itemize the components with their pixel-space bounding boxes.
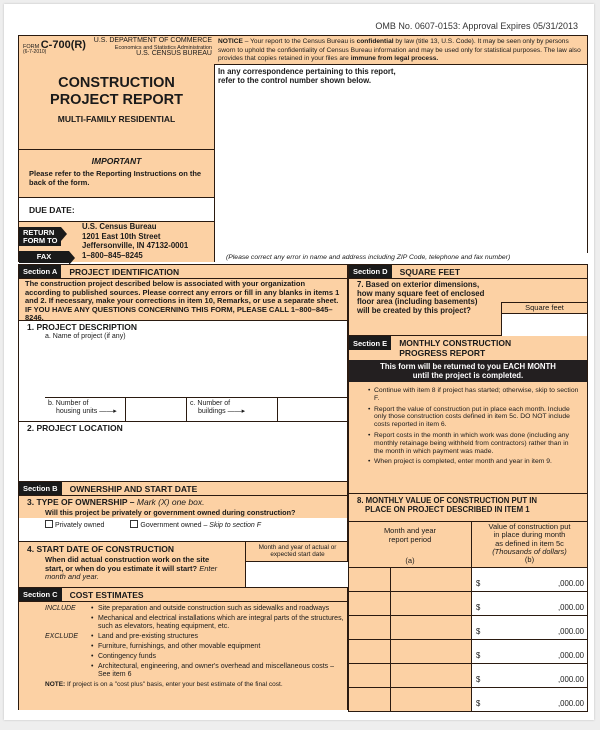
form-page [4, 4, 594, 720]
column-b-header: Value of construction put in place during month as defined in item 5c (Thousands of dollars) (b) [488, 522, 571, 565]
square-feet-input[interactable] [502, 314, 587, 336]
privately-owned-option[interactable]: Privately owned [45, 520, 104, 540]
year-input[interactable] [391, 688, 472, 711]
arrow-right-icon: ——▸ [99, 407, 117, 415]
item4-heading: 4. START DATE OF CONSTRUCTION [27, 544, 175, 554]
section-a [18, 264, 348, 320]
year-input[interactable] [391, 640, 472, 663]
value-input[interactable]: $ ,000.00 [472, 592, 587, 615]
include-item: • Mechanical and electrical installations which are integral parts of the structures, such as elevators, heating equipment, etc. [91, 615, 347, 631]
instruction-item: • Continue with item 8 if project has started; otherwise, skip to section F. [369, 387, 579, 403]
value-input[interactable]: $ ,000.00 [472, 664, 587, 687]
table-row [349, 567, 587, 591]
table-row [349, 591, 587, 615]
project-description [18, 320, 348, 421]
form-identification [18, 35, 215, 150]
confidentiality-notice: NOTICE – Your report to the Census Bureau is confidential by law (title 13, U.S. Code). It may be seen only by persons sworn to uphold the confidentiality of Census Bureau information and may be used only for statistical purposes. The law also provides that copies retained in your files are immune from legal process. [214, 35, 588, 65]
project-name-input[interactable] [45, 343, 343, 393]
item8-heading: 8. MONTHLY VALUE OF CONSTRUCTION PUT IN PLACE ON PROJECT DESCRIBED IN ITEM 1 [348, 494, 588, 522]
table-row [349, 687, 587, 711]
start-date-input[interactable] [246, 562, 349, 588]
square-feet-label: Square feet [502, 302, 587, 314]
exclude-item: • Land and pre-existing structures [91, 633, 347, 641]
section-a-instructions: The construction project described below is associated with your organization according to published sources. Please correct any errors or fill in any blanks in items 1 and 2. If necessary, make your corrections in item 10, Remarks, or use a separate sheet. IF YOU HAVE ANY QUESTIONS CONCERNING THIS FORM, PLEASE CALL 1–800–845–8246. [25, 279, 340, 322]
section-d-title: SQUARE FEET [399, 266, 461, 277]
section-e-tag: Section E [349, 336, 391, 350]
form-revision: (6-7-2010) [23, 49, 47, 55]
form-code: FORM C-700(R) [23, 39, 86, 51]
month-input[interactable] [349, 616, 391, 639]
item4-start-date [18, 541, 348, 587]
year-input[interactable] [391, 568, 472, 591]
instruction-item: • Report the value of construction put in place each month. Include only those construction costs defined in item 5c. DO NOT include costs reported in item 6. [369, 406, 579, 429]
include-item: • Site preparation and outside construction such as sidewalks and roadways [91, 605, 347, 613]
section-b-title: OWNERSHIP AND START DATE [69, 483, 198, 494]
exclude-item: • Furniture, furnishings, and other movable equipment [91, 643, 347, 651]
column-a-header: Month and year report period (a) [349, 522, 472, 567]
section-d [348, 264, 588, 336]
year-input[interactable] [391, 592, 472, 615]
value-input[interactable]: $ ,000.00 [472, 688, 587, 711]
cost-plus-note: NOTE: If project is on a "cost plus" basis, enter your best estimate of the final cost. [45, 681, 283, 688]
item8-table-header [348, 522, 588, 567]
section-c-title: COST ESTIMATES [69, 589, 144, 600]
exclude-list: EXCLUDE • Land and pre-existing structures • Furniture, furnishings, and other movable equipment • Contingency funds • Architectural, engineering, and owner's overhead and miscellaneous costs – See item 6 [19, 633, 347, 679]
correspondence-address-area[interactable]: In any correspondence pertaining to this report, refer to the control number shown below. [214, 65, 588, 253]
item3-question: Will this project be privately or government owned during construction? [45, 508, 296, 517]
section-c-tag: Section C [19, 588, 62, 601]
item3-heading: 3. TYPE OF OWNERSHIP – Mark (X) one box. [27, 497, 205, 507]
housing-units-input[interactable] [125, 398, 187, 422]
omb-number: OMB No. 0607-0153: Approval Expires 05/31/2013 [375, 21, 578, 31]
year-input[interactable] [391, 664, 472, 687]
instruction-item: • When project is completed, enter month and year in item 9. [369, 458, 579, 466]
form-subtitle: MULTI-FAMILY RESIDENTIAL [57, 114, 176, 124]
government-owned-option[interactable]: Government owned – Skip to section F [130, 520, 261, 540]
return-address-block [18, 222, 215, 262]
section-a-tag: Section A [19, 265, 61, 278]
value-input[interactable]: $ ,000.00 [472, 616, 587, 639]
month-input[interactable] [349, 640, 391, 663]
value-input[interactable]: $ ,000.00 [472, 640, 587, 663]
start-date-label: Month and year of actual or expected start date [246, 542, 349, 562]
section-a-title: PROJECT IDENTIFICATION [69, 266, 180, 277]
project-location[interactable] [18, 421, 348, 481]
important-text: Please refer to the Reporting Instructions on the back of the form. [29, 169, 202, 187]
exclude-item: • Architectural, engineering, and owner's overhead and miscellaneous costs – See item 6 [91, 663, 347, 679]
item7-question: 7. Based on exterior dimensions, how many square feet of enclosed floor area (including basements) will be created by this project? [357, 280, 485, 315]
buildings-input[interactable] [277, 398, 347, 422]
correction-note: (Please correct any error in name and address including ZIP Code, telephone and fax number) [226, 254, 511, 261]
month-input[interactable] [349, 592, 391, 615]
return-address: U.S. Census Bureau 1201 East 10th Street Jeffersonville, IN 47132-0001 1–800–845–8245 [82, 222, 189, 260]
due-date-field[interactable]: DUE DATE: [18, 198, 215, 222]
important-box [18, 150, 215, 198]
government-owned-checkbox[interactable] [130, 520, 138, 528]
housing-units-label: b. Number of housing units ——▸ [48, 400, 117, 415]
section-d-tag: Section D [349, 265, 392, 278]
month-input[interactable] [349, 688, 391, 711]
instruction-item: • Report costs in the month in which work was done (including any monthly retainage being withheld from contractors) rather than in the month in which payment was made. [369, 432, 579, 455]
item4-question: When did actual construction work on the site start, or when do you estimate it will start? Enter month and year. [45, 555, 218, 581]
privately-owned-checkbox[interactable] [45, 520, 53, 528]
arrow-right-icon: ——▸ [227, 407, 246, 415]
section-e-instructions [349, 382, 587, 466]
fax-number: 1–800–845–8245 [82, 250, 143, 260]
buildings-label: c. Number of buildings ——▸ [190, 400, 246, 415]
department-block: U.S. DEPARTMENT OF COMMERCE Economics and Statistics Administration U.S. CENSUS BUREAU [93, 37, 212, 57]
include-list: INCLUDE • Site preparation and outside construction such as sidewalks and roadways • Mechanical and electrical installations which are integral parts of the structures, such as elevators, heating equipment, etc. [19, 605, 347, 631]
item1-heading: 1. PROJECT DESCRIPTION [27, 322, 138, 332]
exclude-item: • Contingency funds [91, 653, 347, 661]
important-heading: IMPORTANT [91, 156, 142, 166]
section-e [348, 336, 588, 494]
section-e-title: MONTHLY CONSTRUCTION PROGRESS REPORT [399, 338, 512, 358]
table-row [349, 663, 587, 687]
month-input[interactable] [349, 568, 391, 591]
item8-table-body [348, 567, 588, 712]
table-row [349, 639, 587, 663]
item2-heading: 2. PROJECT LOCATION [27, 423, 123, 433]
section-b-tag: Section B [19, 482, 62, 495]
return-form-to-tag: RETURN FORM TO [19, 227, 61, 246]
month-input[interactable] [349, 664, 391, 687]
form-title: CONSTRUCTION PROJECT REPORT [50, 75, 183, 108]
section-b [18, 481, 348, 541]
section-c [18, 587, 348, 710]
project-name-label: a. Name of project (if any) [45, 333, 126, 340]
year-input[interactable] [391, 616, 472, 639]
table-row [349, 615, 587, 639]
monthly-return-banner: This form will be returned to you EACH MONTH until the project is completed. [349, 360, 587, 382]
value-input[interactable]: $ ,000.00 [472, 568, 587, 591]
fax-tag: FAX [19, 251, 69, 263]
